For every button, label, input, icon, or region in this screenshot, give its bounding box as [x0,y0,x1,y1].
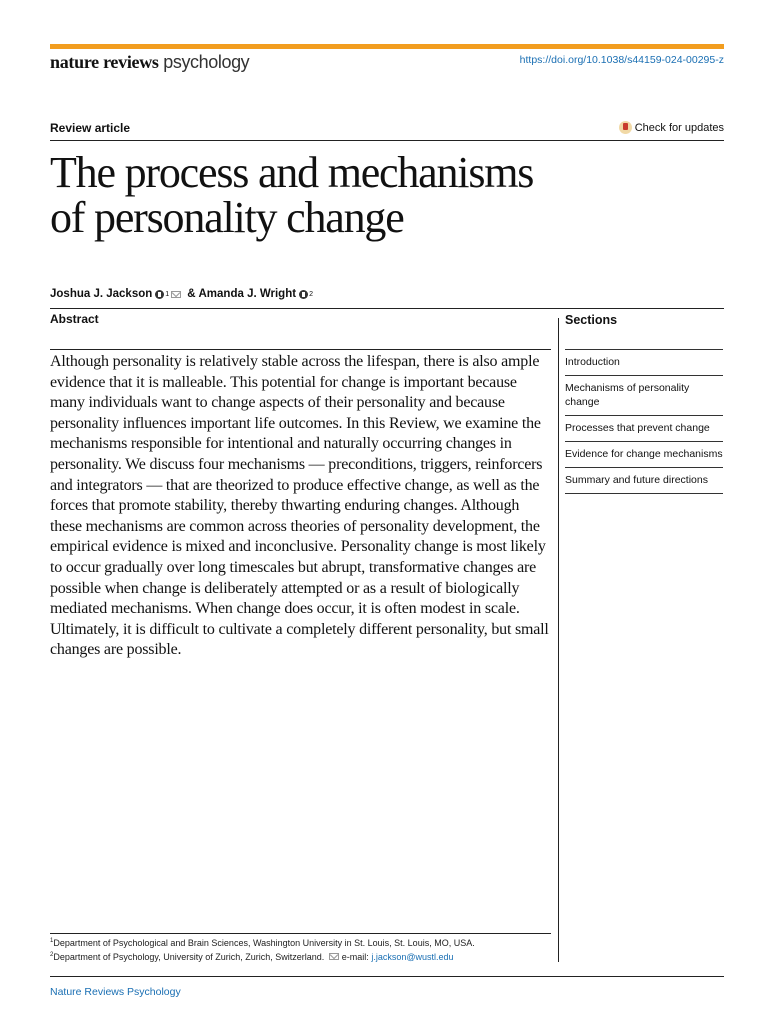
authors-divider [50,308,724,309]
affiliation-text: Department of Psychology, University of Zurich, Zurich, Switzerland. [53,952,325,962]
journal-name-light: psychology [163,52,250,72]
affiliations-divider [50,933,551,934]
affiliation-1 [50,938,570,948]
header-divider [50,140,724,141]
footer-divider [50,976,724,977]
column-divider [558,318,559,962]
article-title [50,150,690,240]
section-link-introduction[interactable]: Introduction [565,349,723,375]
check-updates-label: Check for updates [634,121,724,134]
author-name[interactable]: Amanda J. Wright [198,288,297,300]
orcid-icon[interactable] [155,290,164,299]
journal-name-bold: nature reviews [50,52,159,72]
title-line-1: The process and mechanisms [50,148,534,197]
abstract-heading: Abstract [50,312,99,326]
affiliation-number: 1 [50,938,54,944]
email-link[interactable]: j.jackson@wustl.edu [371,952,454,962]
email-icon [329,953,339,960]
email-label: e-mail: [341,952,369,962]
abstract-text: Although personality is relatively stable across the lifespan, there is also ample evidence that it is malleable. This potential for change is important because many individuals want to change aspects of their personality and because personality influences important life outcomes. In this Review, we examine the mechanisms responsible for intentional and naturally occurring changes in personality. We discuss four mechanisms — preconditions, triggers, reinforcers and integrators — that are theorized to produce effective change, as well as the forces that promote stability, thereby thwarting enduring changes. Although these mechanisms are common across theories of personality development, the empirical evidence is mixed and inconclusive. Personality change is most likely to occur gradually over long timescales but abrupt, transformative changes are possible when change is deliberately attempted or as a result of biologically mediated mechanisms. When change does occur, it is often modest in scale. Ultimately, it is difficult to cultivate a completely different personality, but small changes are possible. [50,353,549,659]
affiliation-number: 2 [50,952,54,958]
section-link-evidence[interactable]: Evidence for change mechanisms [565,441,723,467]
sections-list [565,349,723,494]
check-updates-icon [619,121,632,134]
affiliation-text: Department of Psychological and Brain Sciences, Washington University in St. Louis, St. Louis, MO, USA. [53,938,475,948]
section-link-processes[interactable]: Processes that prevent change [565,415,723,441]
author-affiliation-number: 1 [165,290,170,298]
section-link-summary[interactable]: Summary and future directions [565,467,723,494]
doi-link[interactable]: https://doi.org/10.1038/s44159-024-00295-z [519,54,724,66]
check-for-updates-button[interactable] [619,121,724,134]
journal-accent-bar [50,44,724,49]
author-name[interactable]: Joshua J. Jackson [50,288,153,300]
footer-journal-name[interactable]: Nature Reviews Psychology [50,986,181,998]
article-type: Review article [50,121,131,135]
affiliation-2 [50,952,570,962]
sections-heading: Sections [565,313,618,327]
section-link-mechanisms[interactable]: Mechanisms of personality change [565,375,723,415]
abstract-divider [50,349,551,350]
journal-name [50,50,249,74]
author-list [50,288,313,300]
title-line-2: of personality change [50,193,404,242]
author-separator: & [187,288,196,300]
email-icon[interactable] [171,291,181,298]
orcid-icon[interactable] [299,290,308,299]
author-affiliation-number: 2 [309,290,313,298]
